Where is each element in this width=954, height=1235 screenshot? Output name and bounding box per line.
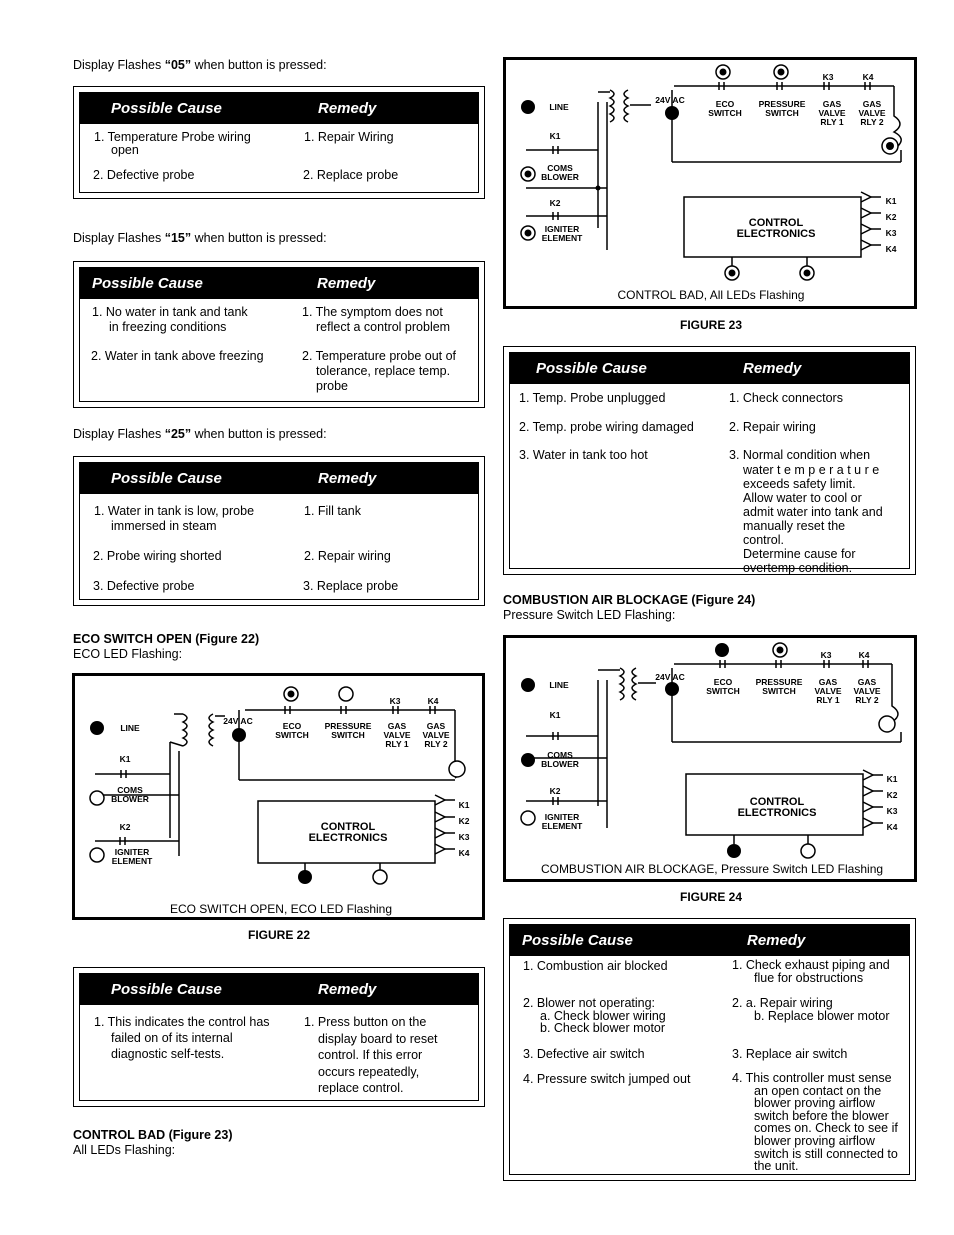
- label-valve2: VALVE: [422, 730, 450, 740]
- cause-1: 1. Water in tank is low, probe: [94, 504, 255, 518]
- remedy-1: 1. Fill tank: [304, 504, 361, 518]
- label-line: LINE: [549, 102, 569, 112]
- ac-led-icon: [232, 728, 246, 742]
- label-k1: K1: [549, 131, 561, 141]
- label-blower: BLOWER: [111, 794, 149, 804]
- figure-23: [503, 57, 917, 309]
- eco-sub: ECO LED Flashing:: [73, 647, 183, 661]
- table-header: Possible Cause Remedy: [510, 353, 909, 384]
- label-line: LINE: [120, 723, 140, 733]
- wiring-diagram: [506, 638, 914, 879]
- remedy-1: 1. Check exhaust piping and flue for obstructions: [732, 958, 890, 985]
- relay-k1: K1: [886, 774, 898, 784]
- label-line: LINE: [549, 680, 569, 690]
- remedy-2c: probe: [316, 379, 348, 393]
- label-24vac: 24V AC: [223, 716, 253, 726]
- label-gas1: GAS: [818, 677, 838, 687]
- label-element: ELEMENT: [111, 856, 153, 866]
- intro-05: Display Flashes “05” when button is pressed:: [73, 58, 327, 72]
- cause-3: 3. Defective probe: [93, 579, 195, 593]
- label-blower: BLOWER: [541, 759, 579, 769]
- label-pressure-switch: SWITCH: [331, 730, 365, 740]
- figure-caption: ECO SWITCH OPEN, ECO LED Flashing: [169, 902, 393, 916]
- cause-4: 4. Pressure switch jumped out: [523, 1072, 691, 1086]
- cause-1b: immersed in steam: [111, 519, 217, 533]
- label-rly1: RLY 1: [385, 739, 409, 749]
- label-k2: K2: [119, 822, 131, 832]
- label-coms: COMS: [547, 163, 573, 173]
- remedy-1b: reflect a control problem: [316, 320, 451, 334]
- relay-k4: K4: [886, 822, 898, 832]
- line-led-icon: [90, 721, 104, 735]
- label-gas1: GAS: [387, 721, 407, 731]
- remedy-2b: tolerance, replace temp.: [316, 364, 451, 378]
- relay-k2: K2: [886, 790, 898, 800]
- remedy-4: 4. This controller must sense an open contact on the blower proving airflow switch before the blower comes on. Check to see if blower proving airflow switch is still connected to the unit.: [732, 1071, 898, 1174]
- line-led-icon: [521, 678, 535, 692]
- label-pressure-switch: SWITCH: [765, 108, 799, 118]
- cause-1b: in freezing conditions: [109, 320, 227, 334]
- remedy-1: 1. Check connectors: [729, 391, 843, 405]
- label-k4: K4: [862, 72, 874, 82]
- cause-1: 1. Temp. Probe unplugged: [519, 391, 666, 405]
- coms-led-icon: [90, 791, 104, 805]
- relay-k3: K3: [886, 806, 898, 816]
- relay-k4: K4: [458, 848, 470, 858]
- label-24vac: 24V AC: [655, 95, 685, 105]
- relay-k3: K3: [885, 228, 897, 238]
- figure-22: [72, 673, 485, 920]
- wiring-diagram: [506, 60, 914, 306]
- label-valve1: VALVE: [814, 686, 842, 696]
- coms-led-icon: [521, 753, 535, 767]
- label-control: CONTROL: [748, 217, 804, 229]
- cause-2: 2. Blower not operating: a. Check blower wiring b. Check blower motor: [523, 996, 666, 1035]
- label-valve1: VALVE: [818, 108, 846, 118]
- relay-k2: K2: [458, 816, 470, 826]
- label-valve2: VALVE: [853, 686, 881, 696]
- remedy-2: 2. Repair wiring: [729, 420, 816, 434]
- label-gas2: GAS: [426, 721, 446, 731]
- relay-k3: K3: [458, 832, 470, 842]
- pressure-led-icon: [339, 687, 353, 701]
- cause-2: 2. Probe wiring shorted: [93, 549, 222, 563]
- label-igniter: IGNITER: [544, 812, 580, 822]
- label-pressure-switch: SWITCH: [762, 686, 796, 696]
- remedy-3: 3. Replace probe: [303, 579, 399, 593]
- label-igniter: IGNITER: [544, 224, 580, 234]
- label-eco: ECO: [282, 721, 302, 731]
- label-k2: K2: [549, 786, 561, 796]
- cause-1: 1. Combustion air blocked: [523, 959, 668, 973]
- table-header: Possible Cause Remedy: [510, 925, 909, 956]
- label-electronics: ELECTRONICS: [736, 228, 816, 240]
- figure-caption: COMBUSTION AIR BLOCKAGE, Pressure Switch LED Flashing: [540, 862, 884, 876]
- remedy-2: 2. a. Repair wiring b. Replace blower motor: [732, 996, 890, 1023]
- remedy-2: 2. Temperature probe out of: [302, 349, 457, 363]
- table-header: Possible Cause Remedy: [80, 93, 478, 124]
- table-fig24: [503, 918, 916, 1181]
- ce-led2-icon: [373, 870, 387, 884]
- label-pressure: PRESSURE: [758, 99, 806, 109]
- remedy-3: 3. Replace air switch: [732, 1047, 848, 1061]
- table-eco: [73, 967, 485, 1107]
- eco-led-icon: [715, 643, 729, 657]
- label-control: CONTROL: [320, 821, 376, 833]
- table-fig23: [503, 346, 916, 575]
- figure-label: FIGURE 22: [248, 928, 311, 942]
- label-k4: K4: [858, 650, 870, 660]
- intro-25: Display Flashes “25” when button is pressed:: [73, 427, 327, 441]
- table-15: [73, 261, 485, 408]
- cause-3: 3. Defective air switch: [523, 1047, 645, 1061]
- label-24vac: 24V AC: [655, 672, 685, 682]
- figure-label: FIGURE 23: [680, 318, 743, 332]
- cause-3: 3. Water in tank too hot: [519, 448, 648, 462]
- label-k2: K2: [549, 198, 561, 208]
- label-rly1: RLY 1: [820, 117, 844, 127]
- figure-24: [503, 635, 917, 882]
- relay-k2: K2: [885, 212, 897, 222]
- cause-2: 2. Defective probe: [93, 168, 195, 182]
- eco-heading: ECO SWITCH OPEN (Figure 22): [73, 632, 260, 646]
- table-header: Possible Cause Remedy: [80, 463, 478, 494]
- probe-icon: [449, 761, 465, 777]
- label-element: ELEMENT: [541, 233, 583, 243]
- label-eco-switch: SWITCH: [275, 730, 309, 740]
- probe-icon: [879, 716, 895, 732]
- label-pressure: PRESSURE: [324, 721, 372, 731]
- remedy-1: 1. Press button on the display board to reset control. If this error occurs repeatedly, replace control.: [304, 1015, 438, 1095]
- label-electronics: ELECTRONICS: [308, 832, 388, 844]
- label-valve2: VALVE: [858, 108, 886, 118]
- label-rly2: RLY 2: [860, 117, 884, 127]
- table-05: [73, 86, 485, 199]
- table-25: [73, 456, 485, 606]
- relay-k4: K4: [885, 244, 897, 254]
- label-eco-switch: SWITCH: [708, 108, 742, 118]
- label-k1: K1: [549, 710, 561, 720]
- label-gas2: GAS: [862, 99, 882, 109]
- cause-1b: open: [111, 143, 139, 157]
- table-header: Possible Cause Remedy: [80, 268, 478, 299]
- label-pressure: PRESSURE: [755, 677, 803, 687]
- label-gas1: GAS: [822, 99, 842, 109]
- label-gas2: GAS: [857, 677, 877, 687]
- label-blower: BLOWER: [541, 172, 579, 182]
- figure-label: FIGURE 24: [680, 890, 743, 904]
- table-header: Possible Cause Remedy: [80, 974, 478, 1005]
- igniter-led-icon: [90, 848, 104, 862]
- ce-led2-icon: [801, 844, 815, 858]
- ce-led1-icon: [727, 844, 741, 858]
- label-electronics: ELECTRONICS: [737, 807, 817, 819]
- igniter-led-icon: [521, 811, 535, 825]
- label-coms: COMS: [117, 785, 143, 795]
- label-eco-switch: SWITCH: [706, 686, 740, 696]
- label-element: ELEMENT: [541, 821, 583, 831]
- remedy-2: 2. Repair wiring: [304, 549, 391, 563]
- air-heading: COMBUSTION AIR BLOCKAGE (Figure 24): [503, 593, 756, 607]
- remedy-3: 3. Normal condition when: [729, 448, 871, 462]
- cause-1: 1. This indicates the control has failed on of its internal diagnostic self-tests.: [94, 1015, 270, 1061]
- label-k3: K3: [822, 72, 834, 82]
- label-k3: K3: [820, 650, 832, 660]
- label-eco: ECO: [713, 677, 733, 687]
- air-sub: Pressure Switch LED Flashing:: [503, 608, 676, 622]
- label-k3: K3: [389, 696, 401, 706]
- cause-1: 1. Temperature Probe wiring: [94, 130, 251, 144]
- bad-sub: All LEDs Flashing:: [73, 1143, 176, 1157]
- remedy-2: 2. Replace probe: [303, 168, 399, 182]
- cause-1: 1. No water in tank and tank: [92, 305, 248, 319]
- remedy-1: 1. Repair Wiring: [304, 130, 394, 144]
- label-control: CONTROL: [749, 796, 805, 808]
- relay-k1: K1: [885, 196, 897, 206]
- label-k1: K1: [119, 754, 131, 764]
- ce-led1-icon: [298, 870, 312, 884]
- intro-15: Display Flashes “15” when button is pressed:: [73, 231, 327, 245]
- relay-k1: K1: [458, 800, 470, 810]
- remedy-3-detail: water t e m p e r a t u r e exceeds safety limit. Allow water to cool or admit water into tank and manually reset the control. Determine cause for overtemp condition.: [743, 463, 883, 575]
- line-led-icon: [521, 100, 535, 114]
- label-k4: K4: [427, 696, 439, 706]
- label-igniter: IGNITER: [114, 847, 150, 857]
- cause-2: 2. Water in tank above freezing: [91, 349, 264, 363]
- remedy-1: 1. The symptom does not: [302, 305, 443, 319]
- figure-caption: CONTROL BAD, All LEDs Flashing: [617, 288, 805, 302]
- label-rly1: RLY 1: [816, 695, 840, 705]
- ac-led-icon: [665, 682, 679, 696]
- wiring-diagram: [75, 676, 482, 917]
- label-valve1: VALVE: [383, 730, 411, 740]
- label-rly2: RLY 2: [424, 739, 448, 749]
- ac-led-icon: [665, 106, 679, 120]
- cause-2: 2. Temp. probe wiring damaged: [519, 420, 694, 434]
- bad-heading: CONTROL BAD (Figure 23): [73, 1128, 233, 1142]
- label-rly2: RLY 2: [855, 695, 879, 705]
- label-eco: ECO: [715, 99, 735, 109]
- label-coms: COMS: [547, 750, 573, 760]
